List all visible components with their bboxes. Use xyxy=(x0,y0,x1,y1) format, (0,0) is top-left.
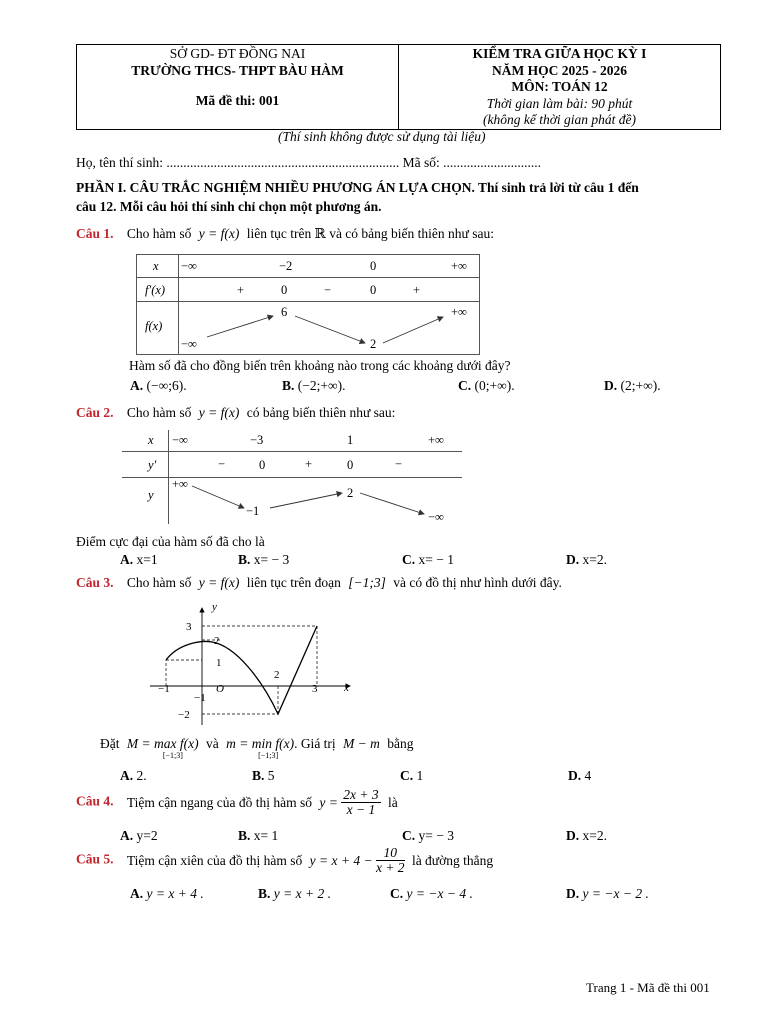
q3-option-b-key: B. xyxy=(252,768,265,783)
q3-tick-xneg1: −1 xyxy=(158,683,170,695)
q5-option-c[interactable] xyxy=(390,886,473,902)
q3-max-expr: M = max f(x) xyxy=(126,736,199,751)
q2-option-d[interactable] xyxy=(566,552,607,568)
q3-option-c-value: 1 xyxy=(416,768,424,783)
q1-option-c[interactable] xyxy=(458,378,515,394)
question-5-label: Câu 5. xyxy=(76,851,114,867)
q2-x-minus3: −3 xyxy=(250,433,264,447)
q2-option-d-key: D. xyxy=(566,552,580,567)
q4-option-b[interactable] xyxy=(238,828,278,844)
q5-option-b-key: B. xyxy=(258,886,271,901)
q3-option-b-value: 5 xyxy=(267,768,275,783)
q3-x-axis-label: x xyxy=(344,682,349,694)
part1-heading: PHẦN I. CÂU TRẮC NGHIỆM NHIỀU PHƯƠNG ÁN LỰA CHỌN. Thí sinh trả lời từ câu 1 đến xyxy=(76,180,639,195)
question-3-label: Câu 3. xyxy=(76,575,114,590)
question-1-label: Câu 1. xyxy=(76,226,114,241)
q4-numerator: 2x + 3 xyxy=(343,787,379,802)
q4-denominator: x − 1 xyxy=(346,802,376,817)
q4-option-c-key: C. xyxy=(402,828,416,843)
q4-option-d[interactable] xyxy=(566,828,607,844)
q1-option-b-value: (−2;+∞). xyxy=(297,378,346,393)
q3-q-b: . Giá trị xyxy=(294,736,336,751)
question-4-stem xyxy=(76,788,398,817)
q1-x-neg-inf: −∞ xyxy=(181,259,197,273)
q4-option-a-value: y=2 xyxy=(136,828,158,843)
q4-option-b-key: B. xyxy=(238,828,251,843)
q1-zero-1: 0 xyxy=(281,283,288,297)
q4-option-b-value: x= 1 xyxy=(253,828,279,843)
no-materials-note: (Thí sinh không được sử dụng tài liệu) xyxy=(278,129,486,144)
duration: Thời gian làm bài: 90 phút xyxy=(486,95,633,111)
q1-function: y = f(x) xyxy=(198,226,240,241)
q3-text-a: Cho hàm số xyxy=(126,575,192,590)
page-footer: Trang 1 - Mã đề thi 001 xyxy=(586,980,710,995)
q2-x-one: 1 xyxy=(347,433,354,447)
q4-option-c[interactable] xyxy=(402,828,454,844)
q1-question: Hàm số đã cho đồng biến trên khoảng nào trong các khoảng dưới đây? xyxy=(129,358,511,373)
q1-x-minus2: −2 xyxy=(279,259,293,273)
q1-arrows xyxy=(137,255,479,355)
exam-info xyxy=(399,45,720,129)
q1-option-c-value: (0;+∞). xyxy=(474,378,515,393)
q3-function-graph xyxy=(150,600,370,728)
q3-option-d[interactable] xyxy=(568,768,591,784)
q3-option-c-key: C. xyxy=(400,768,414,783)
q1-option-c-key: C. xyxy=(458,378,472,393)
q1-option-b[interactable] xyxy=(282,378,345,394)
q1-fprime-header: f′(x) xyxy=(145,283,166,297)
question-5-stem xyxy=(76,846,493,875)
q5-y: y = x + 4 − xyxy=(309,852,373,868)
q1-f-min: 2 xyxy=(370,337,377,351)
q3-tick-y2: 2 xyxy=(214,635,220,647)
q4-fraction xyxy=(341,788,380,817)
q4-text-a: Tiệm cận ngang của đồ thị hàm số xyxy=(126,794,312,810)
q3-tick-x2: 2 xyxy=(274,669,280,681)
q3-option-c[interactable] xyxy=(400,768,423,784)
q3-interval: [−1;3] xyxy=(348,575,386,590)
question-2-label: Câu 2. xyxy=(76,405,114,420)
q2-zero-1: 0 xyxy=(259,458,266,472)
department: SỞ GD- ĐT ĐỒNG NAI xyxy=(169,46,306,61)
q3-q-a: Đặt xyxy=(100,736,120,751)
q2-y-header: y xyxy=(148,488,154,502)
q3-max-sub: [−1;3] xyxy=(162,751,183,760)
q2-sign-1: − xyxy=(218,457,226,471)
q3-tick-yneg2: −2 xyxy=(178,709,190,721)
q5-option-d-value: y = −x − 2 . xyxy=(582,886,649,901)
q2-option-c-value: x= − 1 xyxy=(418,552,454,567)
q2-option-c-key: C. xyxy=(402,552,416,567)
school-year: NĂM HỌC 2025 - 2026 xyxy=(492,62,627,78)
q2-option-a-value: x=1 xyxy=(136,552,158,567)
q1-sign-3: + xyxy=(413,283,421,297)
q1-f-neg-inf: −∞ xyxy=(181,337,197,351)
q1-option-b-key: B. xyxy=(282,378,295,393)
student-info-line: Họ, tên thí sinh: ..................................................................... Mã số: ............................. xyxy=(76,155,541,170)
q3-option-a-key: A. xyxy=(120,768,134,783)
q3-tick-yneg1: −1 xyxy=(194,692,206,704)
q3-function: y = f(x) xyxy=(198,575,240,590)
q5-option-c-value: y = −x − 4 . xyxy=(406,886,473,901)
subject: MÔN: TOÁN 12 xyxy=(511,79,608,94)
q1-option-a-key: A. xyxy=(130,378,144,393)
q5-denominator: x + 2 xyxy=(375,860,405,875)
q4-option-a[interactable] xyxy=(120,828,158,844)
q3-option-b[interactable] xyxy=(252,768,275,784)
exam-header xyxy=(76,44,721,130)
q1-f-max: 6 xyxy=(281,305,288,319)
q3-tick-x3: 3 xyxy=(312,683,318,695)
question-3-stem xyxy=(76,575,562,591)
q4-option-d-key: D. xyxy=(566,828,580,843)
duration-note: (không kể thời gian phát đề) xyxy=(482,112,637,127)
q5-option-a[interactable] xyxy=(130,886,204,902)
q1-option-a-value: (−∞;6). xyxy=(146,378,187,393)
q4-text-b: là xyxy=(387,794,398,810)
q3-y-axis-label: y xyxy=(212,601,217,613)
q1-option-d-key: D. xyxy=(604,378,618,393)
q5-option-a-key: A. xyxy=(130,886,144,901)
q2-y-max: 2 xyxy=(347,486,354,500)
q1-variation-table xyxy=(136,254,480,355)
q3-text-c: và có đồ thị như hình dưới đây. xyxy=(393,575,562,590)
q5-numerator: 10 xyxy=(376,846,405,861)
q2-x-header: x xyxy=(148,433,154,447)
q3-origin-label: O xyxy=(216,683,224,695)
q2-yprime-header: y′ xyxy=(148,458,157,472)
q2-x-pos-inf: +∞ xyxy=(428,433,444,447)
q1-sign-1: + xyxy=(237,283,245,297)
q1-f-header: f(x) xyxy=(145,319,163,333)
q5-option-d[interactable] xyxy=(566,886,649,902)
question-2-stem xyxy=(76,405,395,421)
q3-min-sub: [−1;3] xyxy=(258,751,279,760)
q3-q-c: bằng xyxy=(387,736,414,751)
q2-option-d-value: x=2. xyxy=(582,552,607,567)
q3-option-a-value: 2. xyxy=(136,768,147,783)
q2-option-b[interactable] xyxy=(238,552,289,568)
q5-option-c-key: C. xyxy=(390,886,404,901)
q2-sign-2: + xyxy=(305,457,313,471)
q2-option-a[interactable] xyxy=(120,552,158,568)
q3-option-d-value: 4 xyxy=(584,768,592,783)
q2-option-b-key: B. xyxy=(238,552,251,567)
q2-variation-table xyxy=(122,430,462,525)
q1-x-pos-inf: +∞ xyxy=(451,259,467,273)
q5-text-a: Tiệm cận xiên của đồ thị hàm số xyxy=(126,852,303,868)
q3-tick-y1: 1 xyxy=(216,657,222,669)
q1-x-header: x xyxy=(153,259,159,273)
q3-min-expr: m = min f(x) xyxy=(226,736,295,751)
part1-instruction: câu 12. Mỗi câu hỏi thí sinh chỉ chọn một phương án. xyxy=(76,199,382,214)
q2-zero-2: 0 xyxy=(347,458,354,472)
q2-y-min: −1 xyxy=(246,504,260,518)
exam-title: KIỂM TRA GIỮA HỌC KỲ I xyxy=(472,46,647,61)
q4-option-d-value: x=2. xyxy=(582,828,607,843)
q2-option-a-key: A. xyxy=(120,552,134,567)
exam-code: Mã đề thi: 001 xyxy=(195,93,280,108)
q2-x-neg-inf: −∞ xyxy=(172,433,188,447)
q1-text-b: liên tục trên ℝ và có bảng biến thiên như sau: xyxy=(246,226,494,241)
q1-text-a: Cho hàm số xyxy=(126,226,192,241)
q2-sign-3: − xyxy=(395,457,403,471)
q2-option-b-value: x= − 3 xyxy=(253,552,290,567)
q3-and: và xyxy=(205,736,219,751)
q3-option-d-key: D. xyxy=(568,768,582,783)
q2-y-neg-inf: −∞ xyxy=(428,510,444,524)
q5-option-d-key: D. xyxy=(566,886,580,901)
q4-option-c-value: y= − 3 xyxy=(418,828,454,843)
q4-option-a-key: A. xyxy=(120,828,134,843)
q5-option-b[interactable] xyxy=(258,886,331,902)
question-1-stem xyxy=(76,226,494,242)
school-name: TRƯỜNG THCS- THPT BÀU HÀM xyxy=(131,62,344,78)
q5-text-b: là đường thẳng xyxy=(411,852,494,868)
q2-question: Điểm cực đại của hàm số đã cho là xyxy=(76,534,265,549)
q3-expression: M − m xyxy=(343,736,380,751)
q1-zero-2: 0 xyxy=(370,283,377,297)
q2-function: y = f(x) xyxy=(198,405,240,420)
q1-option-a[interactable] xyxy=(130,378,187,394)
q1-x-zero: 0 xyxy=(370,259,377,273)
q5-option-b-value: y = x + 2 . xyxy=(273,886,331,901)
q2-option-c[interactable] xyxy=(402,552,454,568)
q3-question xyxy=(100,736,414,760)
q1-f-pos-inf: +∞ xyxy=(451,305,467,319)
q3-text-b: liên tục trên đoạn xyxy=(246,575,341,590)
school-info xyxy=(77,45,399,129)
q3-tick-y3: 3 xyxy=(186,621,192,633)
q1-option-d[interactable] xyxy=(604,378,661,394)
q5-fraction xyxy=(376,846,405,875)
q3-option-a[interactable] xyxy=(120,768,147,784)
q2-arrows xyxy=(122,430,462,525)
question-4-label: Câu 4. xyxy=(76,793,114,809)
q5-option-a-value: y = x + 4 . xyxy=(146,886,204,901)
q4-y: y = xyxy=(319,794,338,810)
q1-sign-2: − xyxy=(324,283,332,297)
q2-text-a: Cho hàm số xyxy=(126,405,192,420)
q1-option-d-value: (2;+∞). xyxy=(620,378,661,393)
q2-y-pos-inf: +∞ xyxy=(172,477,188,491)
q2-text-b: có bảng biến thiên như sau: xyxy=(246,405,396,420)
